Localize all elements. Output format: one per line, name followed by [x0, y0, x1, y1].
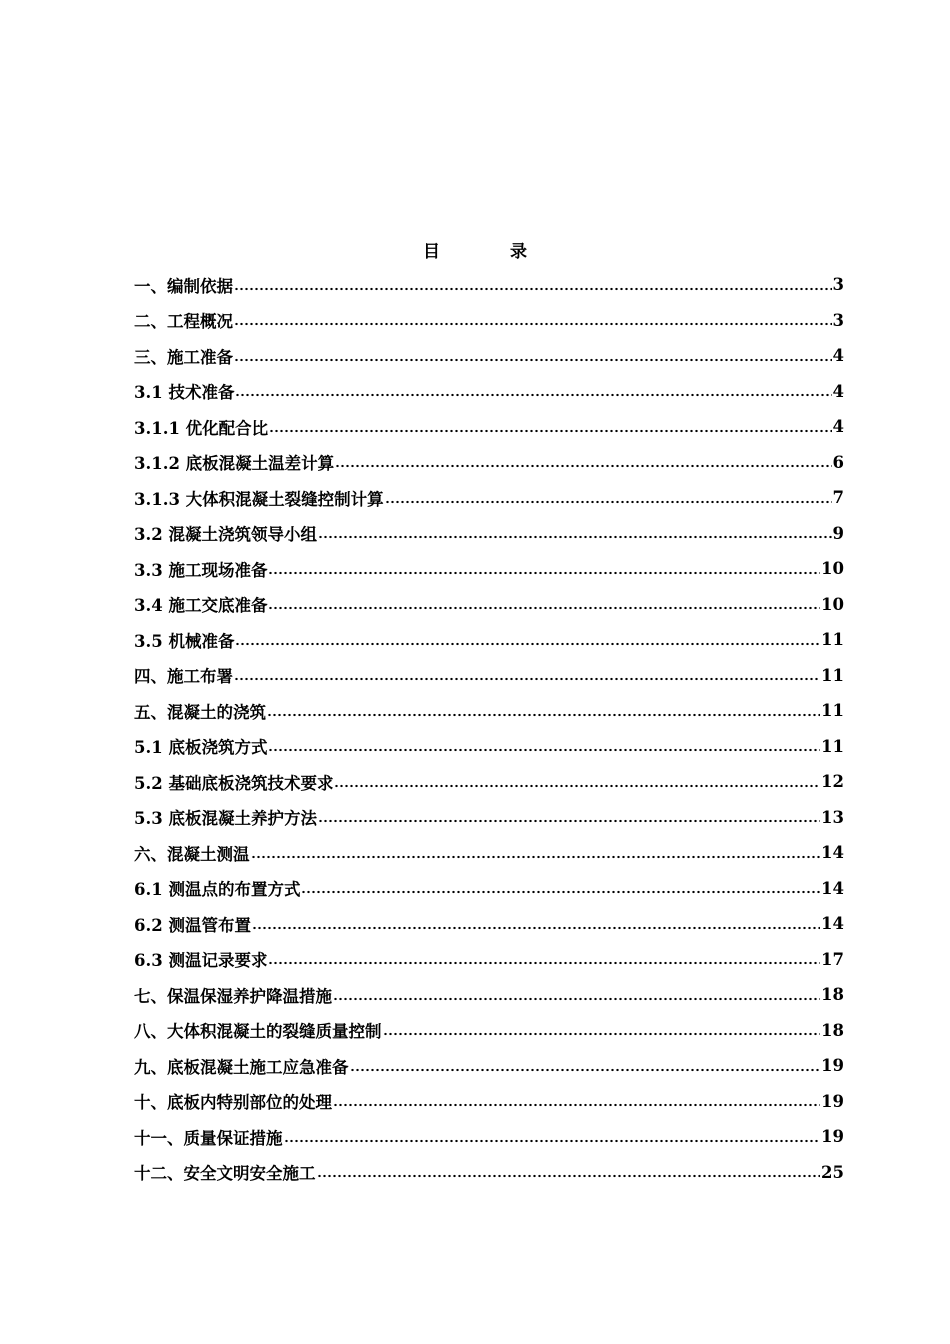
toc-dot-leader	[251, 855, 821, 859]
toc-entry-label: 六、混凝土测温	[134, 844, 250, 864]
toc-entry-label: 3.1.2 底板混凝土温差计算	[134, 454, 335, 474]
toc-entry-label: 5.3 底板混凝土养护方法	[134, 809, 317, 829]
toc-dot-leader	[284, 1139, 821, 1143]
toc-entry-page-number: 19	[821, 1056, 844, 1076]
toc-entry-page-number: 6	[832, 452, 844, 472]
toc-title	[0, 237, 950, 262]
toc-entry-page-number: 19	[821, 1127, 844, 1147]
toc-entry-label: 十、底板内特别部位的处理	[134, 1093, 332, 1113]
toc-entry[interactable]	[134, 622, 844, 658]
toc-entry-label: 3.1.3 大体积混凝土裂缝控制计算	[134, 489, 384, 509]
toc-entry[interactable]	[134, 338, 844, 374]
toc-entry-label: 3.5 机械准备	[134, 631, 235, 651]
toc-dot-leader	[252, 926, 820, 930]
toc-dot-leader	[234, 287, 832, 291]
toc-entry[interactable]	[134, 693, 844, 729]
toc-entry[interactable]	[134, 1155, 844, 1191]
toc-entry[interactable]	[134, 516, 844, 552]
toc-entry-label: 5.2 基础底板浇筑技术要求	[134, 773, 334, 793]
toc-entry-page-number: 11	[821, 701, 844, 721]
toc-entry-page-number: 17	[821, 949, 844, 969]
toc-entry-page-number: 10	[821, 559, 844, 579]
toc-dot-leader	[317, 1174, 821, 1178]
toc-entry-label: 3.1.1 优化配合比	[134, 418, 269, 438]
toc-entry-label: 3.3 施工现场准备	[134, 560, 268, 580]
toc-dot-leader	[335, 464, 831, 468]
toc-entry-page-number: 11	[821, 630, 844, 650]
toc-entry[interactable]	[134, 906, 844, 942]
toc-dot-leader	[318, 819, 820, 823]
toc-entry-page-number: 9	[832, 523, 844, 543]
toc-dot-leader	[267, 713, 820, 717]
toc-dot-leader	[234, 358, 832, 362]
toc-entry-label: 五、混凝土的浇筑	[134, 702, 266, 722]
toc-dot-leader	[350, 1068, 821, 1072]
toc-entry-page-number: 12	[821, 772, 844, 792]
toc-entry[interactable]	[134, 1084, 844, 1120]
toc-dot-leader	[268, 748, 820, 752]
toc-dot-leader	[334, 784, 820, 788]
toc-entry[interactable]	[134, 1119, 844, 1155]
toc-entry-page-number: 18	[821, 1020, 844, 1040]
toc-entry[interactable]	[134, 1013, 844, 1049]
toc-entry-label: 八、大体积混凝土的裂缝质量控制	[134, 1022, 382, 1042]
toc-entry-page-number: 11	[821, 736, 844, 756]
toc-entry-page-number: 14	[821, 843, 844, 863]
toc-dot-leader	[333, 997, 820, 1001]
toc-dot-leader	[268, 961, 820, 965]
toc-entry-page-number: 18	[821, 985, 844, 1005]
toc-entry[interactable]	[134, 267, 844, 303]
toc-entry-page-number: 4	[832, 346, 844, 366]
toc-entry[interactable]	[134, 374, 844, 410]
toc-entry-label: 七、保温保湿养护降温措施	[134, 986, 332, 1006]
toc-entry[interactable]	[134, 942, 844, 978]
toc-entry-page-number: 3	[832, 310, 844, 330]
table-of-contents	[134, 267, 844, 1190]
toc-entry-label: 十一、质量保证措施	[134, 1128, 283, 1148]
toc-entry-label: 3.4 施工交底准备	[134, 596, 268, 616]
toc-entry-label: 三、施工准备	[134, 347, 233, 367]
toc-entry[interactable]	[134, 445, 844, 481]
toc-entry-page-number: 11	[821, 665, 844, 685]
toc-entry-page-number: 4	[832, 381, 844, 401]
toc-entry-label: 6.1 测温点的布置方式	[134, 880, 301, 900]
toc-entry-label: 3.1 技术准备	[134, 383, 235, 403]
toc-entry[interactable]	[134, 764, 844, 800]
toc-entry-label: 四、施工布署	[134, 667, 233, 687]
toc-dot-leader	[333, 1103, 820, 1107]
toc-entry-label: 九、底板混凝土施工应急准备	[134, 1057, 349, 1077]
toc-entry-page-number: 14	[821, 914, 844, 934]
toc-title-right: 录	[510, 242, 527, 262]
toc-dot-leader	[269, 429, 831, 433]
toc-entry[interactable]	[134, 835, 844, 871]
toc-entry[interactable]	[134, 551, 844, 587]
toc-dot-leader	[268, 571, 820, 575]
toc-entry-page-number: 7	[832, 488, 844, 508]
toc-dot-leader	[234, 322, 832, 326]
toc-entry[interactable]	[134, 977, 844, 1013]
toc-entry[interactable]	[134, 658, 844, 694]
toc-entry-page-number: 3	[832, 275, 844, 295]
toc-dot-leader	[235, 393, 831, 397]
toc-entry-label: 5.1 底板浇筑方式	[134, 738, 268, 758]
toc-entry-page-number: 13	[821, 807, 844, 827]
toc-entry[interactable]	[134, 800, 844, 836]
toc-dot-leader	[318, 535, 832, 539]
toc-entry-label: 十二、安全文明安全施工	[134, 1164, 316, 1184]
toc-entry[interactable]	[134, 409, 844, 445]
toc-entry-page-number: 4	[832, 417, 844, 437]
toc-entry[interactable]	[134, 871, 844, 907]
toc-entry[interactable]	[134, 1048, 844, 1084]
toc-entry-page-number: 14	[821, 878, 844, 898]
toc-entry-label: 3.2 混凝土浇筑领导小组	[134, 525, 317, 545]
toc-dot-leader	[301, 890, 820, 894]
toc-title-left: 目	[423, 242, 440, 262]
toc-dot-leader	[383, 1032, 821, 1036]
toc-entry-page-number: 25	[821, 1162, 844, 1182]
toc-entry[interactable]	[134, 303, 844, 339]
toc-dot-leader	[235, 642, 820, 646]
toc-entry-page-number: 19	[821, 1091, 844, 1111]
toc-entry-label: 6.2 测温管布置	[134, 915, 251, 935]
toc-dot-leader	[268, 606, 820, 610]
toc-entry[interactable]	[134, 480, 844, 516]
toc-entry-label: 一、编制依据	[134, 276, 233, 296]
toc-dot-leader	[234, 677, 820, 681]
toc-dot-leader	[385, 500, 832, 504]
toc-entry[interactable]	[134, 587, 844, 623]
toc-entry[interactable]	[134, 729, 844, 765]
toc-entry-label: 6.3 测温记录要求	[134, 951, 268, 971]
toc-entry-page-number: 10	[821, 594, 844, 614]
toc-entry-label: 二、工程概况	[134, 312, 233, 332]
